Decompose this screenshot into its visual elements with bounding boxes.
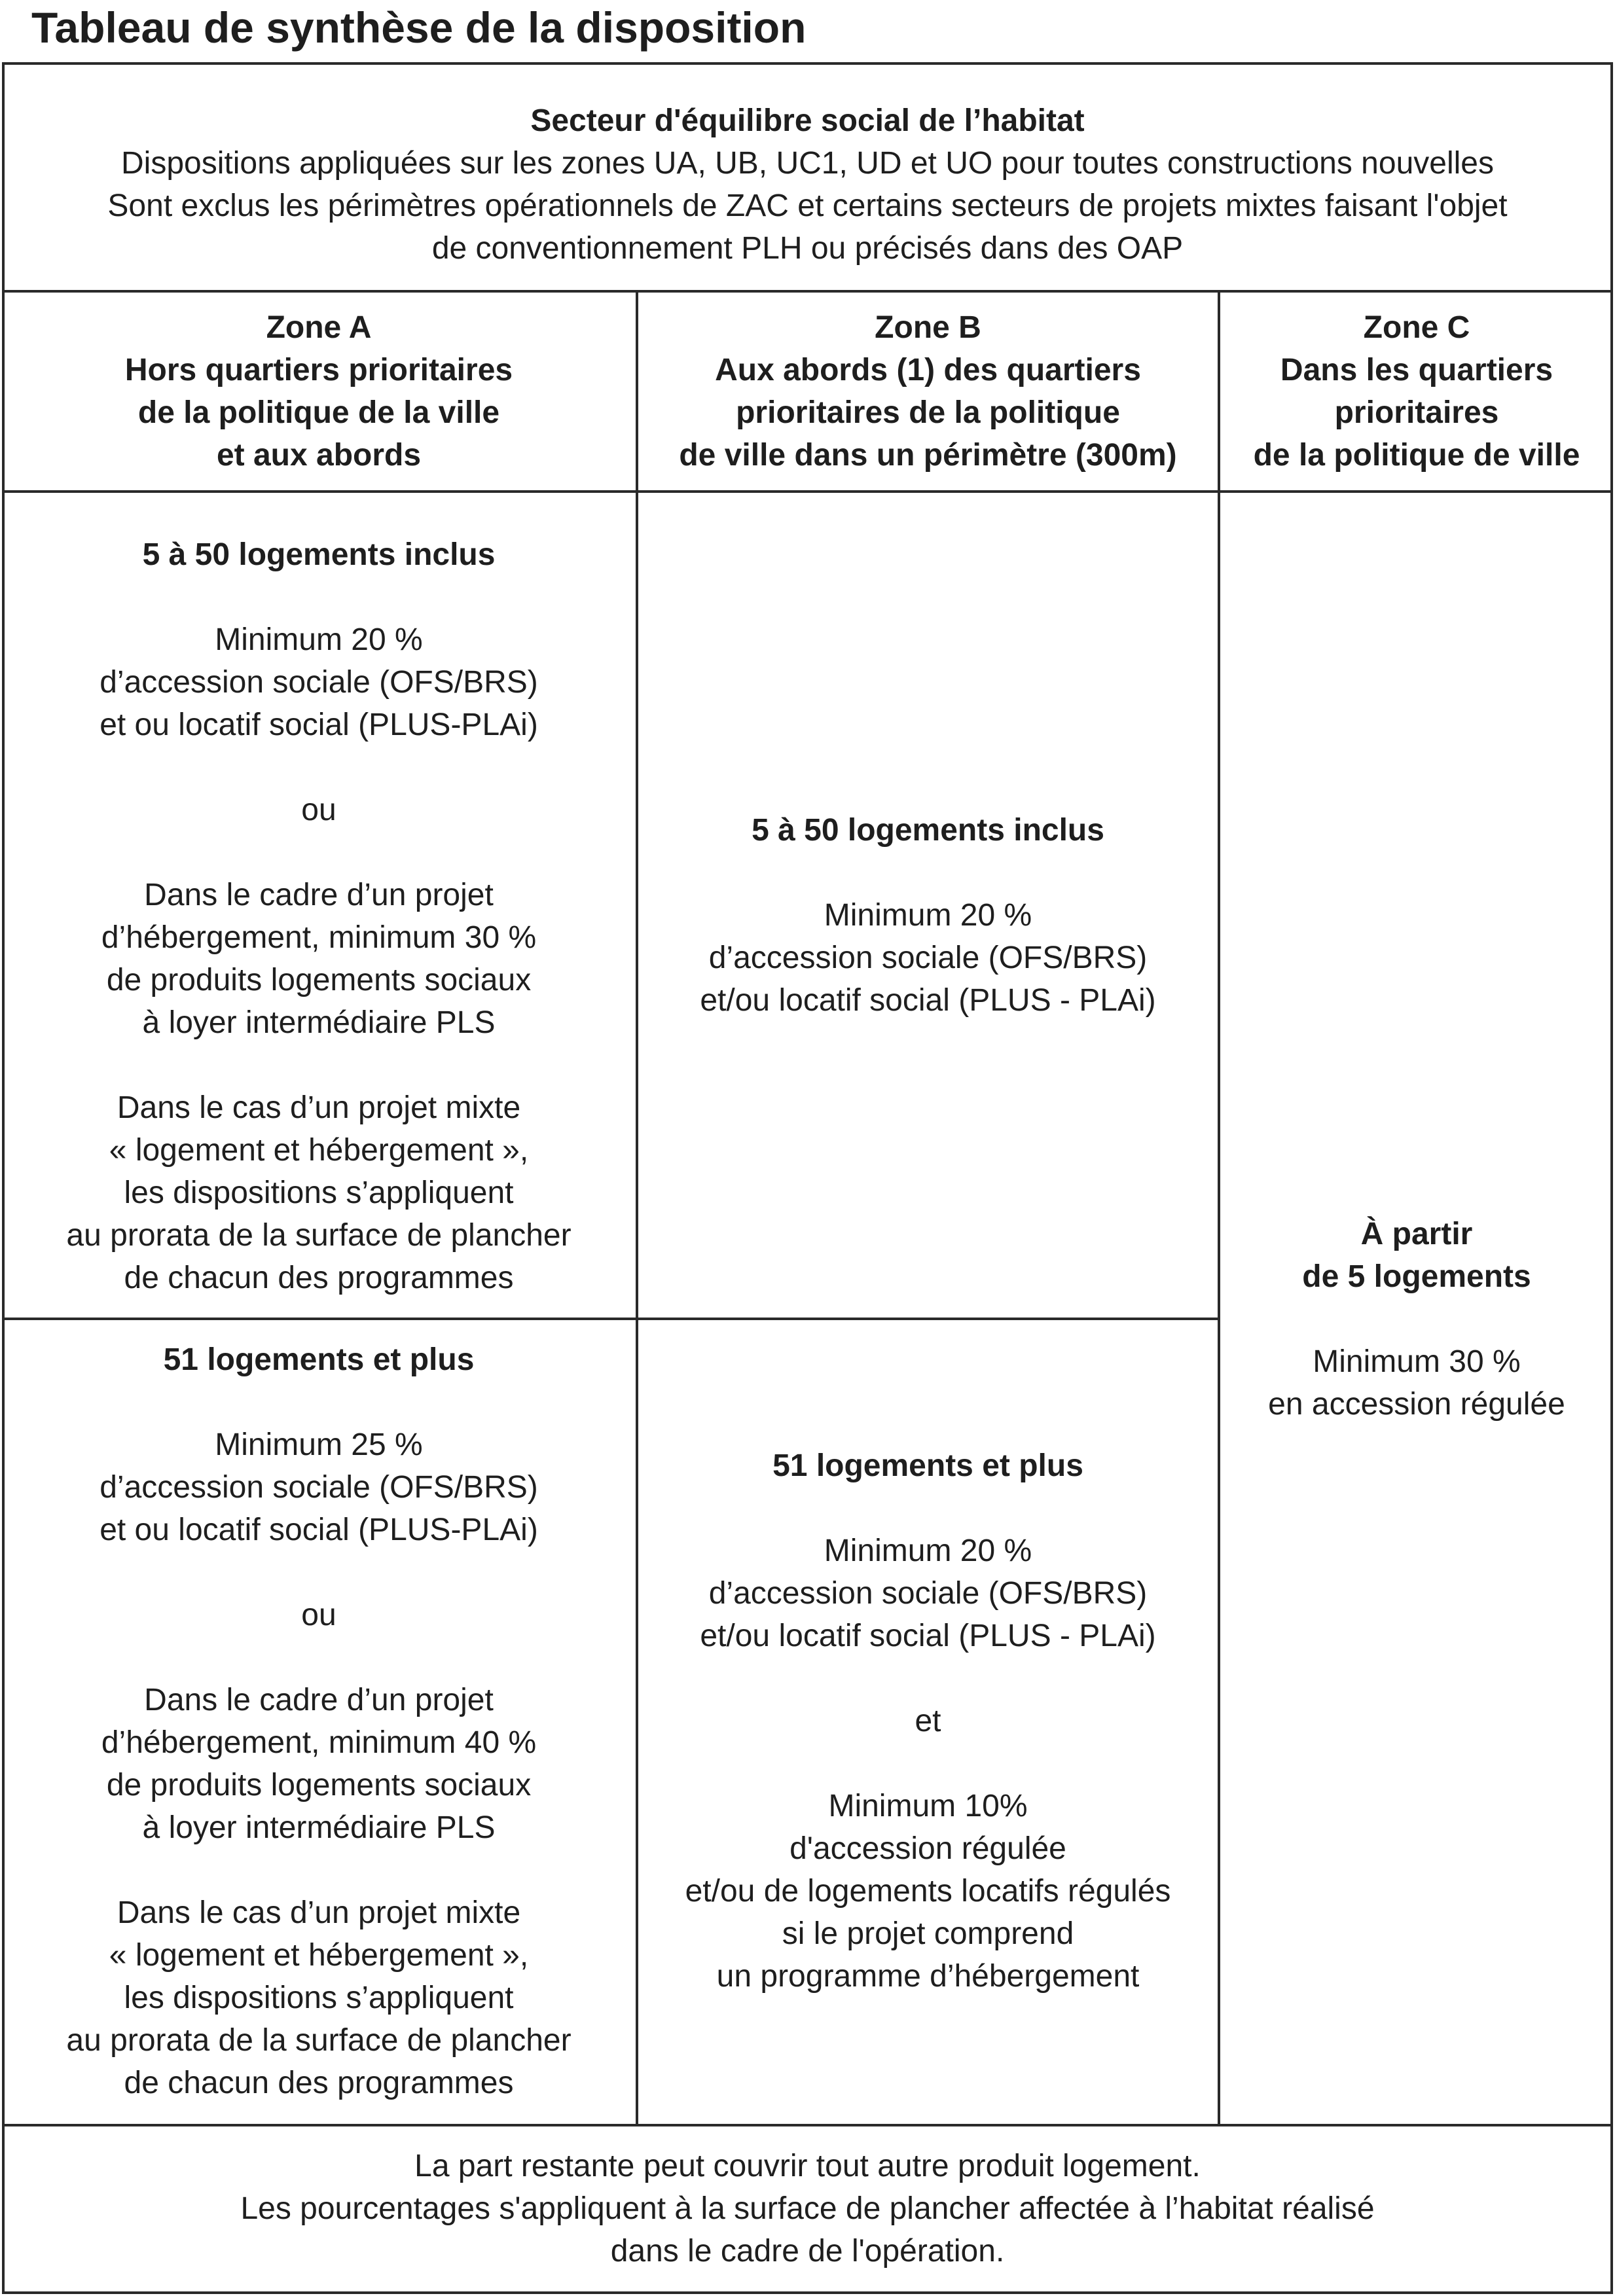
zone-c-cell [1220,1213,1613,1426]
cell-line: « logement et hébergement », [109,1133,529,1168]
cell-line [638,1742,1218,1785]
cell-line [2,1044,636,1086]
cell-line: et [915,1704,941,1738]
cell-line: « logement et hébergement », [109,1938,529,1973]
zone-b-upper-cell [638,809,1218,1022]
header-line: Sont exclus les périmètres opérationnels de ZAC et certains secteurs de projets mixtes faisant l'objet [107,188,1508,223]
spacer [638,852,1218,894]
cell-heading: de 5 logements [1302,1259,1531,1294]
column-header-line: Aux abords (1) des quartiers [715,353,1141,387]
cell-line: ou [301,1598,336,1632]
spacer [1220,1298,1613,1340]
cell-line: et ou locatif social (PLUS-PLAi) [100,1513,538,1547]
section-heading: Secteur d'équilibre social de l’habitat [530,103,1085,138]
cell-line: et/ou locatif social (PLUS - PLAi) [700,1619,1156,1653]
spacer [638,1487,1218,1530]
spacer [2,576,636,619]
cell-line: d'accession régulée [789,1831,1066,1866]
table-footer [2,2145,1613,2272]
column-header-line: Zone C [1363,310,1470,345]
cell-line: Minimum 20 % [215,622,423,657]
cell-line: Minimum 20 % [824,898,1032,933]
cell-line: d’accession sociale (OFS/BRS) [708,1576,1148,1611]
cell-line [2,746,636,789]
cell-line: au prorata de la surface de plancher [66,2023,572,2058]
column-header-divider [2,490,1613,493]
column-header-line: de la politique de la ville [137,395,500,430]
cell-line: Minimum 25 % [215,1427,423,1462]
cell-heading: 51 logements et plus [163,1342,475,1377]
column-header-line: et aux abords [216,438,422,473]
zone-a-upper-cell [2,533,636,1299]
column-header-line: Dans les quartiers [1280,353,1553,387]
cell-line: si le projet comprend [782,1916,1074,1951]
header-line: Dispositions appliquées sur les zones UA, UB, UC1, UD et UO pour toutes constructions nouvelles [121,146,1494,181]
footer-line: La part restante peut couvrir tout autre produit logement. [414,2149,1201,2183]
cell-line: et/ou locatif social (PLUS - PLAi) [700,983,1156,1018]
header-divider [2,290,1613,293]
cell-line: Dans le cadre d’un projet [144,1683,494,1717]
column-header-zone-b [638,306,1218,476]
cell-line: d’accession sociale (OFS/BRS) [100,665,538,700]
cell-line: de chacun des programmes [124,2066,514,2100]
cell-line [2,831,636,874]
section-header [2,99,1613,270]
footer-line: dans le cadre de l'opération. [610,2234,1005,2269]
column-divider-2 [1218,290,1220,2126]
cell-line: et/ou de logements locatifs régulés [685,1874,1171,1909]
cell-line [2,1551,636,1594]
footer-line: Les pourcentages s'appliquent à la surface de plancher affectée à l’habitat réalisé [240,2191,1375,2226]
zone-b-lower-cell [638,1444,1218,1998]
cell-line: Minimum 30 % [1313,1344,1521,1379]
cell-line: d’hébergement, minimum 30 % [101,920,537,955]
cell-line: Minimum 20 % [824,1534,1032,1568]
cell-line: au prorata de la surface de plancher [66,1218,572,1253]
footer-divider [2,2124,1613,2126]
header-line: de conventionnement PLH ou précisés dans des OAP [431,231,1184,266]
column-header-line: de la politique de ville [1253,438,1580,473]
cell-line: d’accession sociale (OFS/BRS) [708,941,1148,975]
zone-a-b-row-divider [2,1318,1220,1320]
cell-heading: À partir [1360,1217,1473,1251]
cell-heading: 5 à 50 logements inclus [142,537,496,572]
cell-line: de produits logements sociaux [106,1768,532,1803]
cell-line [638,1657,1218,1700]
column-header-zone-c [1220,306,1613,476]
column-header-line: prioritaires de la politique [736,395,1120,430]
cell-heading: 5 à 50 logements inclus [752,813,1104,848]
cell-heading: 51 logements et plus [772,1448,1083,1483]
cell-line [2,1636,636,1679]
spacer [2,1381,636,1424]
cell-line: les dispositions s’appliquent [124,1175,514,1210]
cell-line: Dans le cadre d’un projet [144,878,494,912]
cell-line: à loyer intermédiaire PLS [142,1005,496,1040]
cell-line: Dans le cas d’un projet mixte [117,1895,521,1930]
cell-line [2,1849,636,1892]
cell-line: de produits logements sociaux [106,963,532,997]
column-header-line: de ville dans un périmètre (300m) [679,438,1177,473]
column-header-line: Hors quartiers prioritaires [124,353,513,387]
page-title: Tableau de synthèse de la disposition [31,3,807,52]
cell-line: les dispositions s’appliquent [124,1981,514,2015]
cell-line: de chacun des programmes [124,1261,514,1295]
column-header-line: prioritaires [1334,395,1499,430]
column-header-line: Zone A [266,310,372,345]
cell-line: ou [301,793,336,827]
cell-line: à loyer intermédiaire PLS [142,1810,496,1845]
zone-a-lower-cell [2,1338,636,2104]
cell-line: Minimum 10% [828,1789,1028,1823]
cell-line: d’accession sociale (OFS/BRS) [100,1470,538,1505]
cell-line: d’hébergement, minimum 40 % [101,1725,537,1760]
cell-line: et ou locatif social (PLUS-PLAi) [100,708,538,742]
column-header-line: Zone B [875,310,981,345]
column-header-zone-a [2,306,636,476]
cell-line: Dans le cas d’un projet mixte [117,1090,521,1125]
cell-line: en accession régulée [1268,1387,1565,1422]
cell-line: un programme d’hébergement [716,1959,1140,1994]
